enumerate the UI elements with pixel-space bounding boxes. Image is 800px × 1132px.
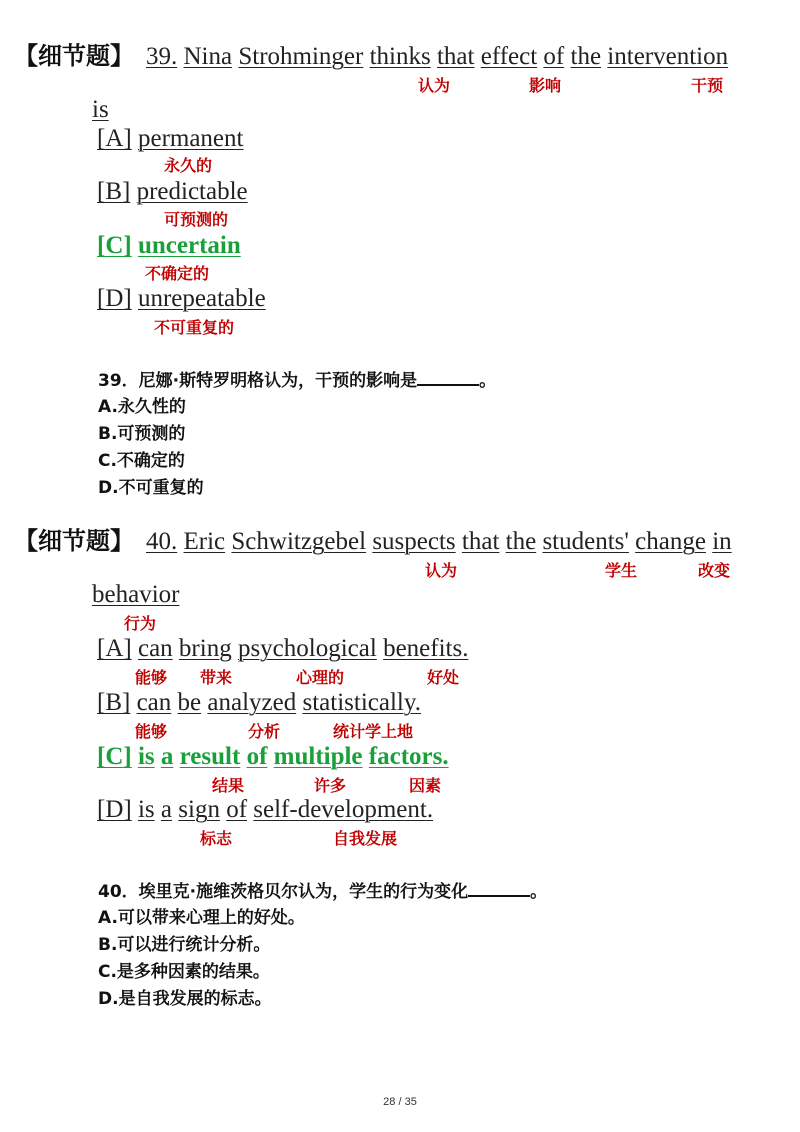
gloss: 认为 — [425, 561, 458, 580]
gloss: 因素 — [409, 776, 442, 795]
stem-number: 40. — [146, 528, 178, 555]
option-word: can — [136, 689, 172, 716]
option-a — [97, 124, 243, 154]
stem-word: behavior — [92, 581, 180, 608]
option-b — [97, 177, 248, 207]
option-word: is — [137, 743, 155, 770]
page-total: 35 — [404, 1096, 417, 1108]
gloss: 改变 — [698, 561, 731, 580]
gloss: 好处 — [427, 668, 460, 687]
cn-option: D.不可重复的 — [98, 478, 204, 498]
stem-number: 39. — [146, 43, 178, 70]
cn-option: C.是多种因素的结果。 — [98, 962, 270, 982]
stem-word: in — [712, 528, 732, 555]
cn-question — [98, 369, 496, 393]
option-word: of — [226, 796, 248, 823]
option-word: a — [160, 796, 173, 823]
option-word: psychological — [237, 635, 377, 662]
stem-word: Nina — [183, 43, 233, 70]
cn-question-text: 40．埃里克·施维茨格贝尔认为，学生的行为变化 — [98, 882, 469, 902]
option-word: bring — [178, 635, 232, 662]
gloss: 标志 — [200, 829, 233, 848]
stem-word: thinks — [369, 43, 431, 70]
option-c-correct — [97, 231, 241, 261]
stem-continuation — [92, 95, 109, 125]
option-text: unrepeatable — [137, 285, 266, 312]
option-letter: [A] — [97, 125, 132, 152]
gloss: 学生 — [605, 561, 638, 580]
option-letter: [C] — [97, 743, 132, 770]
gloss: 可预测的 — [164, 210, 229, 229]
gloss: 分析 — [248, 722, 281, 741]
cn-question-end: 。 — [530, 882, 548, 902]
option-text: permanent — [137, 125, 244, 152]
stem-word: that — [436, 43, 475, 70]
stem-word: Strohminger — [238, 43, 364, 70]
option-word: a — [160, 743, 174, 770]
option-c-correct — [97, 742, 449, 772]
option-word: of — [246, 743, 268, 770]
answer-blank — [468, 881, 530, 897]
cn-option: A.永久性的 — [98, 397, 186, 417]
gloss: 统计学上地 — [333, 722, 414, 741]
question-type-tag: 【细节题】 — [14, 42, 134, 70]
stem-word: the — [505, 528, 537, 555]
stem-word: Schwitzgebel — [231, 528, 367, 555]
option-d — [97, 284, 266, 314]
cn-question — [98, 880, 547, 904]
option-word: factors. — [368, 743, 449, 770]
gloss: 许多 — [314, 776, 347, 795]
gloss: 结果 — [212, 776, 245, 795]
option-a — [97, 634, 468, 664]
option-letter: [C] — [97, 232, 132, 259]
option-word: multiple — [273, 743, 363, 770]
cn-option: D.是自我发展的标志。 — [98, 989, 272, 1009]
stem-word: effect — [480, 43, 538, 70]
question-stem-line — [146, 42, 728, 72]
gloss: 带来 — [200, 668, 233, 687]
option-text: predictable — [136, 178, 248, 205]
option-letter: [D] — [97, 285, 132, 312]
gloss: 干预 — [691, 76, 724, 95]
option-word: analyzed — [207, 689, 297, 716]
option-letter: [B] — [97, 178, 131, 205]
option-letter: [D] — [97, 796, 132, 823]
stem-word: Eric — [183, 528, 226, 555]
cn-option: A.可以带来心理上的好处。 — [98, 908, 305, 928]
option-word: can — [137, 635, 173, 662]
option-word: sign — [178, 796, 220, 823]
option-word: is — [137, 796, 155, 823]
gloss: 自我发展 — [333, 829, 398, 848]
gloss: 不确定的 — [145, 264, 210, 283]
question-stem-line — [146, 527, 732, 557]
stem-word: of — [543, 43, 565, 70]
gloss: 影响 — [529, 76, 562, 95]
gloss: 认为 — [418, 76, 451, 95]
answer-blank — [417, 370, 479, 386]
option-letter: [B] — [97, 689, 131, 716]
page-separator: / — [398, 1096, 402, 1108]
stem-word: suspects — [372, 528, 456, 555]
gloss: 永久的 — [164, 156, 213, 175]
page-footer — [0, 1096, 800, 1108]
cn-option: C.不确定的 — [98, 451, 185, 471]
option-text: uncertain — [137, 232, 241, 259]
cn-question-end: 。 — [479, 371, 497, 391]
gloss: 能够 — [135, 668, 168, 687]
option-b — [97, 688, 421, 718]
stem-word: is — [92, 96, 109, 123]
cn-question-text: 39．尼娜·斯特罗明格认为，干预的影响是 — [98, 371, 418, 391]
gloss: 行为 — [124, 614, 157, 633]
question-type-tag: 【细节题】 — [14, 527, 134, 555]
option-d — [97, 795, 433, 825]
cn-option: B.可预测的 — [98, 424, 186, 444]
stem-word: students' — [542, 528, 629, 555]
stem-word: intervention — [607, 43, 729, 70]
stem-word: change — [635, 528, 706, 555]
stem-word: the — [570, 43, 602, 70]
stem-word: that — [461, 528, 500, 555]
option-word: benefits. — [383, 635, 469, 662]
option-word: self-development. — [253, 796, 434, 823]
option-word: be — [177, 689, 202, 716]
cn-option: B.可以进行统计分析。 — [98, 935, 271, 955]
option-word: statistically. — [302, 689, 421, 716]
option-letter: [A] — [97, 635, 132, 662]
option-word: result — [179, 743, 241, 770]
page-number: 28 — [383, 1096, 396, 1108]
stem-continuation — [92, 580, 179, 610]
gloss: 心理的 — [296, 668, 345, 687]
gloss: 不可重复的 — [154, 318, 235, 337]
gloss: 能够 — [135, 722, 168, 741]
